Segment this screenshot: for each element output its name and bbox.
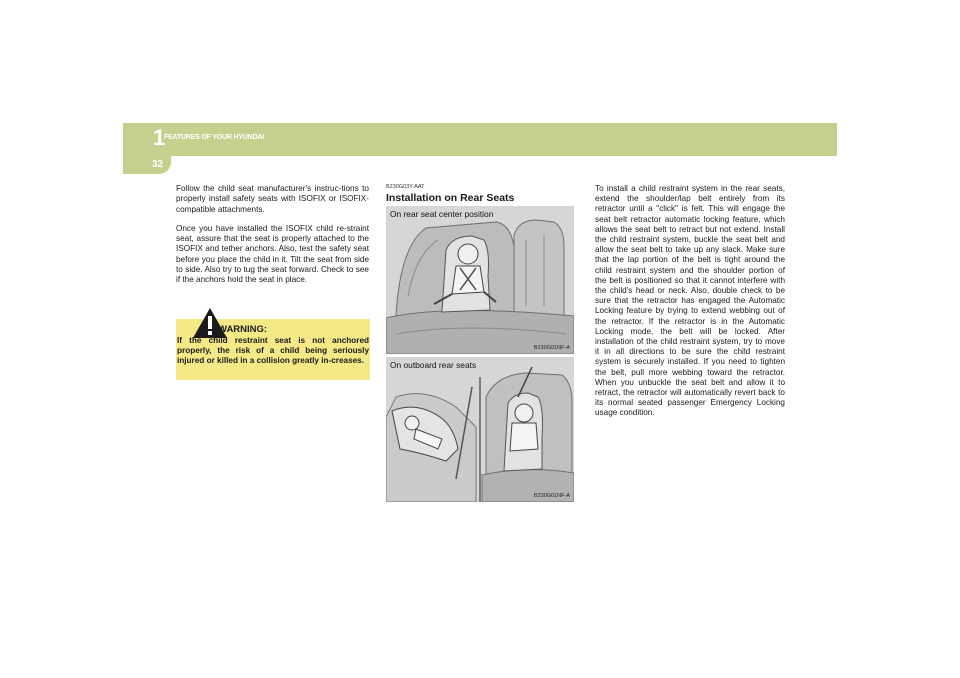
rear-seat-center-illustration bbox=[386, 206, 574, 354]
paragraph-isofix-instructions: Follow the child seat manufacturer's instruc-tions to properly install safety seats with ISOFIX or ISOFIX-compatible attachments. bbox=[176, 184, 369, 214]
rear-seat-outboard-illustration bbox=[386, 357, 574, 502]
chapter-title: FEATURES OF YOUR HYUNDAI bbox=[164, 134, 264, 141]
page-number-tab bbox=[123, 156, 171, 174]
figure-center-seat bbox=[386, 206, 574, 354]
figure-caption-outboard: On outboard rear seats bbox=[390, 360, 477, 370]
warning-text: If the child restraint seat is not anchored properly, the risk of a child being seriously injured or killed in a collision greatly in-creases. bbox=[177, 336, 369, 366]
section-code: B230G03Y-AAT bbox=[386, 184, 425, 190]
warning-title: WARNING: bbox=[218, 324, 268, 335]
paragraph-install-instructions: To install a child restraint system in the rear seats, extend the shoulder/lap belt entirely from its retractor until a "click" is felt. This will engage the seat belt retractor automatic locking feature, which allows the seat belt to retract but not extend. Install the child restraint system, buckle the seat belt and allow the seat belt to take up any slack. Make sure that the lap portion of the belt is tight around the child restraint system and the shoulder portion of the belt is positioned so that it cannot interfere with the child's head or neck. Also, double check to be sure that the retractor has engaged the Automatic Locking feature by trying to extend webbing out of the retractor. If the retractor is in the Automatic Locking mode, the belt will be locked. After installation of the child restraint system, try to move it in all directions to be sure the child restraint system is securely installed. If you need to tighten the belt, pull more webbing toward the retractor. When you unbuckle the seat belt and allow it to retract, the retractor will automatically revert back to its normal seated passenger Emergency Locking usage condition. bbox=[595, 184, 785, 418]
chapter-number: 1 bbox=[153, 125, 166, 150]
right-column bbox=[595, 184, 785, 419]
section-title: Installation on Rear Seats bbox=[386, 192, 515, 204]
figure-code-center: B230G01NF-A bbox=[533, 345, 570, 351]
left-column bbox=[176, 184, 369, 295]
page-number: 32 bbox=[152, 159, 164, 170]
figure-outboard-seats bbox=[386, 357, 574, 502]
figure-code-outboard: B230G01NF-A bbox=[533, 493, 570, 499]
paragraph-isofix-check: Once you have installed the ISOFIX child re-straint seat, assure that the seat is properly attached to the ISOFIX and tether anchors. Also, test the safety seat before you place the child in it. Tilt the seat from side to side. Also try to tug the seat forward. Check to see if the anchors hold the seat in place. bbox=[176, 223, 369, 285]
figure-caption-center: On rear seat center position bbox=[390, 209, 494, 219]
